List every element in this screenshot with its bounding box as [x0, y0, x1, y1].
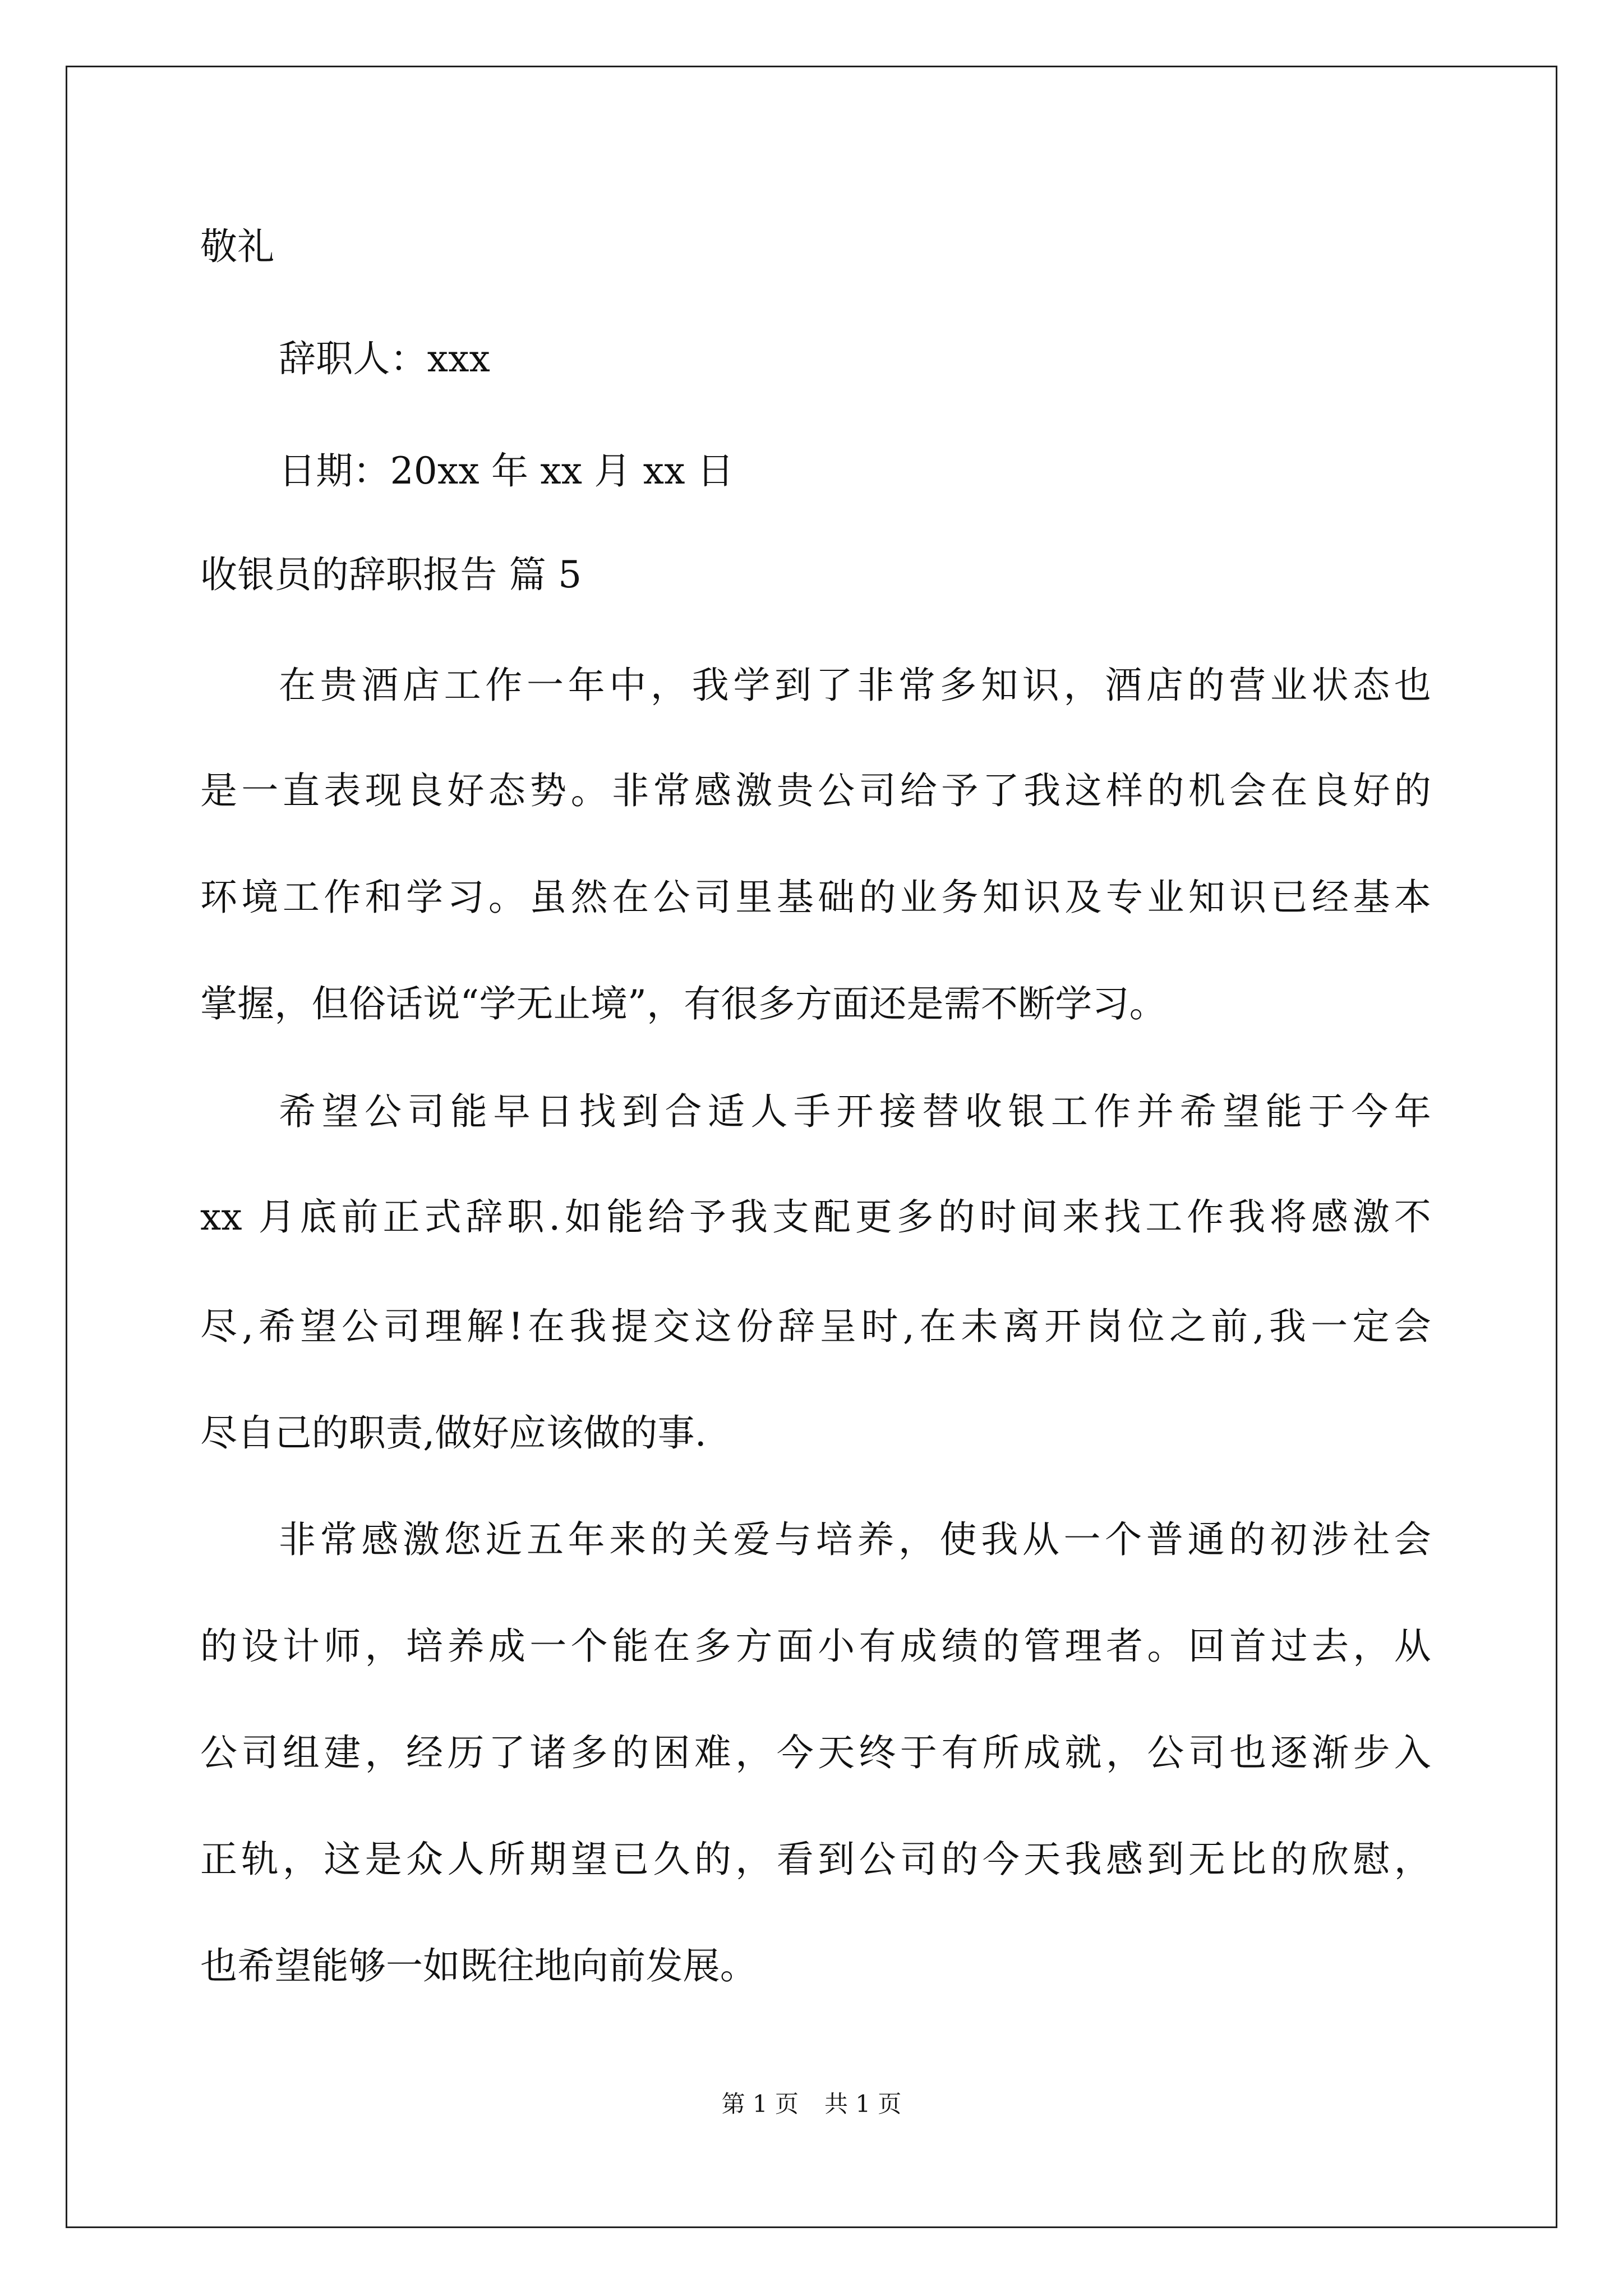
paragraph-2-line-1: 希望公司能早日找到合适人手开接替收银工作并希望能于今年: [279, 1090, 1431, 1133]
paragraph-3-line-1: 非常感激您近五年来的关爱与培养，使我从一个普通的初涉社会: [279, 1518, 1431, 1561]
signature-date: 日期：20xx 年 xx 月 xx 日: [279, 449, 735, 493]
page-footer: [0, 2090, 1623, 2118]
paragraph-3-line-2: 的设计师，培养成一个能在多方面小有成绩的管理者。回首过去，从: [200, 1625, 1431, 1668]
closing-salutation: 敬礼: [200, 225, 275, 268]
paragraph-3-line-4: 正轨，这是众人所期望已久的，看到公司的今天我感到无比的欣慰，: [200, 1838, 1431, 1881]
resignee-signature: 辞职人：xxx: [279, 337, 491, 380]
paragraph-1-line-4: 掌握，但俗话说“学无止境”，有很多方面还是需不断学习。: [200, 982, 1166, 1025]
page-total: 共 1 页: [824, 2090, 902, 2118]
paragraph-1-line-2: 是一直表现良好态势。非常感激贵公司给予了我这样的机会在良好的: [200, 769, 1431, 812]
paragraph-3-line-3: 公司组建，经历了诸多的困难，今天终于有所成就，公司也逐渐步入: [200, 1731, 1431, 1774]
paragraph-2-line-4: 尽自己的职责,做好应该做的事.: [200, 1411, 707, 1455]
page-border: [66, 66, 1557, 2228]
paragraph-3-line-5: 也希望能够一如既往地向前发展。: [200, 1944, 757, 1987]
paragraph-2-line-3: 尽,希望公司理解!在我提交这份辞呈时,在未离开岗位之前,我一定会: [200, 1305, 1431, 1348]
paragraph-1-line-3: 环境工作和学习。虽然在公司里基础的业务知识及专业知识已经基本: [200, 876, 1431, 919]
paragraph-2-line-2: xx 月底前正式辞职.如能给予我支配更多的时间来找工作我将感激不: [200, 1195, 1431, 1239]
section-heading: 收银员的辞职报告 篇 5: [200, 553, 582, 596]
page-number: 第 1 页: [721, 2090, 799, 2118]
paragraph-1-line-1: 在贵酒店工作一年中，我学到了非常多知识，酒店的营业状态也: [279, 664, 1431, 707]
